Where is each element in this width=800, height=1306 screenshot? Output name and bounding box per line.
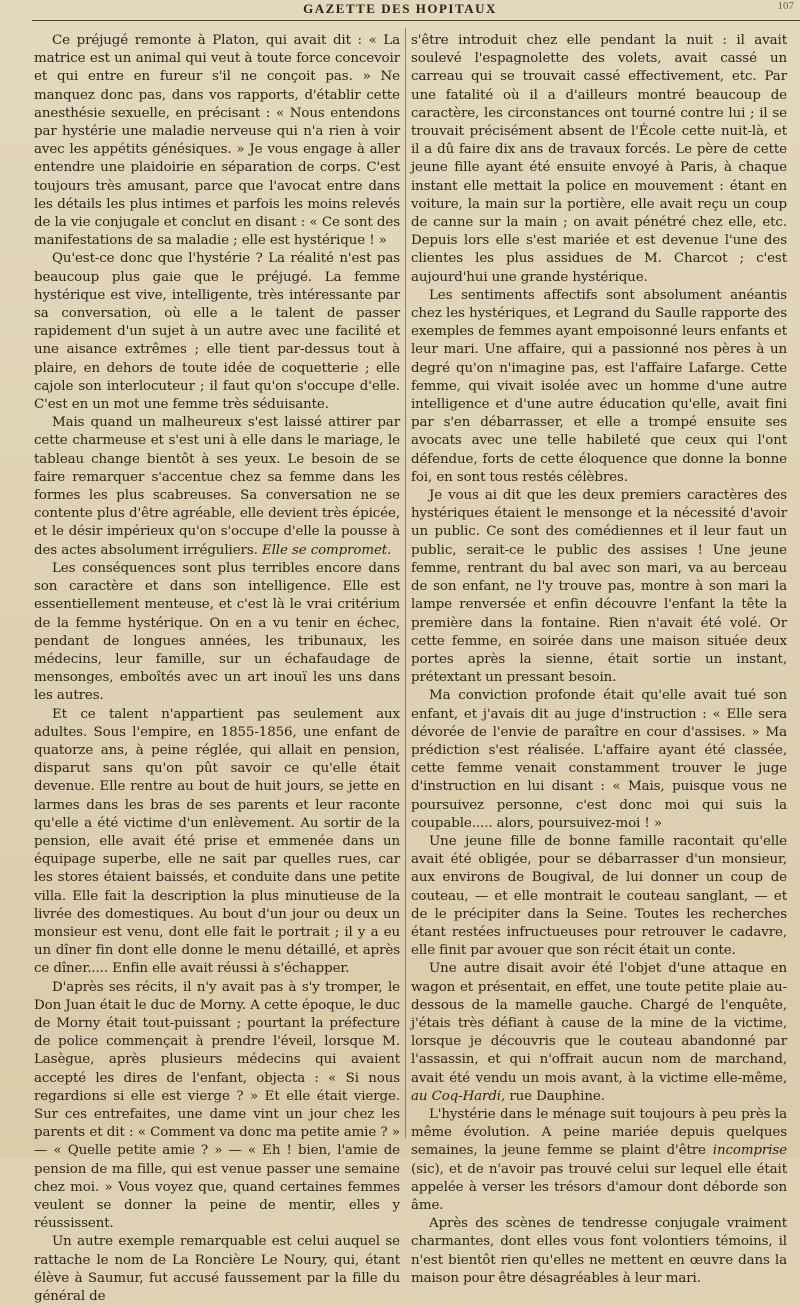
paragraph-text: Une autre disait avoir été l'objet d'une attaque en wagon et présentait, en effet, une toute petite plaie au-dessous de la mamelle gauche. Chargé de l'enquête, j'étais très défiant à cause de la mine de la victime, lorsque je découvris que le couteau abandonné par l'assassin, et qui n'offrait aucun nom de marchand, avait été vendu un mois avant, à la victime elle-même,: [411, 961, 787, 1086]
paragraph: [34, 250, 400, 414]
paragraph-text: Ce préjugé remonte à Platon, qui avait dit : « La matrice est un animal qui veut à toute force concevoir et qui entre en fureur s'il ne conçoit pas. » Ne manquez donc pas, dans vos rapports, d'établir cette anesthésie sexuelle, en précisant : « Nous entendons par hystérie une maladie nerveuse qui n'a rien à voir avec les appétits génésiques. » Je vous engage à aller entendre une plaidoirie en séparation de corps. C'est toujours très amusant, parce que l'avocat entre dans les détails les plus intimes et parfois les moins relevés de la vie conjugale et conclut en disant : « Ce sont des manifestations de sa maladie ; elle est hystérique ! »: [34, 33, 400, 249]
paragraph: [411, 960, 787, 1106]
italic-text: Elle se compromet.: [261, 542, 392, 558]
paragraph-text-end: rue Dauphine.: [509, 1088, 605, 1104]
column-divider: [405, 28, 406, 1138]
header-rule: [32, 20, 800, 21]
paragraph-text-end: (sic), et de n'avoir pas trouvé celui sur lequel elle était appelée à verser les trésors d'amour dont déborde son âme.: [411, 1161, 787, 1213]
page-header: [0, 0, 800, 20]
paragraph: [34, 32, 400, 250]
paragraph-text: D'après ses récits, il n'y avait pas à s'y tromper, le Don Juan était le duc de Morny. A cette époque, le duc de Morny était tout-puissant ; pourtant la préfecture de police commençait à prendre l'éveil, lorsque M. Lasègue, après plusieurs médecins qui avaient accepté les dires de l'enfant, objecta : « Si nous regardions si elle est vierge ? » Et elle était vierge. Sur ces entrefaites, une dame vint un jour chez les parents et dit : « Comment va donc ma petite amie ? » — « Quelle petite amie ? » — « Eh ! bien, l'amie de pension de ma fille, qui est venue passer une semaine chez moi. » Vous voyez que, quand certaines femmes veulent se donner la peine de mentir, elles y réussissent.: [34, 979, 400, 1232]
paragraph: [34, 1233, 400, 1306]
paragraph-text: s'être introduit chez elle pendant la nuit : il avait soulevé l'espagnolette des volets, avait cassé un carreau qui se trouvait cassé effectivement, etc. Par une fatalité où il a d'ailleurs montré beaucoup de caractère, les circonstances ont tourné contre lui ; il se trouvait précisément absent de l'École cette nuit-là, et il a dû faire dix ans de travaux forcés. Le père de cette jeune fille ayant été ensuite envoyé à Paris, à chaque instant elle mettait la police en mouvement : étant en voiture, la main sur la portière, elle avait reçu un coup de canne sur la main ; on avait pénétré chez elle, etc. Depuis lors elle s'est mariée et est devenue l'une des clientes les plus assidues de M. Charcot ; c'est aujourd'hui une grande hystérique.: [411, 33, 787, 285]
paragraph-text: Une jeune fille de bonne famille racontait qu'elle avait été obligée, pour se débarrasser d'un monsieur, aux environs de Bougival, de lui donner un coup de couteau, — et elle montrait le couteau sanglant, — et de le précipiter dans la Seine. Toutes les recherches étant restées infructueuses pour retrouver le cadavre, elle finit par avouer que son récit était un conte.: [411, 833, 787, 959]
right-column: [411, 32, 787, 1286]
paragraph: [34, 414, 400, 560]
left-column: [34, 32, 400, 1305]
paragraph: [411, 287, 787, 487]
page-number: 107: [777, 0, 794, 12]
paragraph-text: Et ce talent n'appartient pas seulement aux adultes. Sous l'empire, en 1855-1856, une enfant de quatorze ans, à peine réglée, qui allait en pension, disparut sans qu'on pût savoir ce qu'elle était devenue. Elle rentre au bout de huit jours, se jette en larmes dans les bras de ses parents et leur raconte qu'elle a été victime d'un enlèvement. Au sortir de la pension, elle avait été prise et emmenée dans un équipage superbe, elle ne sait par quelles rues, car les stores étaient baissés, et conduite dans une petite villa. Elle fait la description la plus minutieuse de la livrée des domestiques. Au bout d'un jour ou deux un monsieur est venu, dont elle fait le portrait ; il y a eu un dîner fin dont elle donne le menu détaillé, et après ce dîner..... Enfin elle avait réussi à s'échapper.: [34, 706, 400, 977]
paragraph-text: Ma conviction profonde était qu'elle avait tué son enfant, et j'avais dit au juge d'instruction : « Elle sera dévorée de l'envie de paraître en cour d'assises. » Ma prédiction s'est réalisée. L'affaire ayant été classée, cette femme venait constamment trouver le juge d'instruction en lui disant : « Mais, puisque vous ne poursuivez personne, c'est donc moi qui suis la coupable..... alors, poursuivez-moi ! »: [411, 688, 787, 831]
italic-text: au Coq-Hardi,: [411, 1088, 506, 1104]
paragraph: [411, 32, 787, 287]
paragraph: [411, 487, 787, 687]
paragraph-text: Un autre exemple remarquable est celui auquel se rattache le nom de La Roncière Le Noury, qui, étant élève à Saumur, fut accusé faussement par la fille du général de: [34, 1234, 400, 1305]
paragraph: [411, 687, 787, 833]
paragraph-text: Qu'est-ce donc que l'hystérie ? La réalité n'est pas beaucoup plus gaie que le préjugé. La femme hystérique est vive, intelligente, très intéressante par sa conversation, où elle a le talent de passer rapidement d'un sujet à un autre avec une facilité et une aisance extrêmes ; elle tient par-dessus tout à plaire, en dehors de toute idée de coquetterie ; elle cajole son interlocuteur ; il faut qu'on s'occupe d'elle. C'est en un mot une femme très séduisante.: [34, 251, 400, 413]
paragraph-text: Les sentiments affectifs sont absolument anéantis chez les hystériques, et Legrand du Saulle rapporte des exemples de femmes ayant empoisonné leurs enfants et leur mari. Une affaire, qui a passionné nos pères à un degré qu'on n'imagine pas, est l'affaire Lafarge. Cette femme, qui vivait isolée avec un homme d'une autre intelligence et d'une autre éducation qu'elle, avait fini par s'en débarrasser, et elle a trompé ensuite ses avocats avec une telle habileté que ceux qui l'ont défendue, forts de cette éloquence que donne la bonne foi, en sont tous restés célèbres.: [411, 287, 787, 485]
paragraph-text: Mais quand un malheureux s'est laissé attirer par cette charmeuse et s'est uni à elle dans le mariage, le tableau change bientôt à ses yeux. Le besoin de se faire remarquer s'accentue chez sa femme dans les formes les plus scabreuses. Sa conversation ne se contente plus d'être agréable, elle devient très épicée, et le désir impérieux qu'on s'occupe d'elle la pousse à des actes absolument irréguliers.: [34, 415, 400, 558]
paragraph: [411, 1106, 787, 1215]
paragraph: [34, 979, 400, 1234]
paragraph: [34, 560, 400, 706]
paragraph-text: Après des scènes de tendresse conjugale vraiment charmantes, dont elles vous font volontiers témoins, il n'est bientôt rien qu'elles ne mettent en œuvre dans la maison pour être désagréables à leur mari.: [411, 1216, 787, 1286]
paragraph: [34, 706, 400, 979]
paragraph-text: Les conséquences sont plus terribles encore dans son caractère et dans son intelligence. Elle est essentiellement menteuse, et c'est là le vrai critérium de la femme hystérique. On en a vu tenir en échec, pendant de longues années, les tribunaux, les médecins, leur famille, sur un échafaudage de mensonges, emboîtés avec un art inouï les uns dans les autres.: [34, 560, 400, 704]
paragraph: [411, 1215, 787, 1288]
paragraph: [411, 833, 787, 960]
newspaper-title: GAZETTE DES HOPITAUX: [303, 1, 497, 16]
italic-text: incomprise: [712, 1143, 787, 1159]
paragraph-text: Je vous ai dit que les deux premiers caractères des hystériques étaient le mensonge et la nécessité d'avoir un public. Ce sont des comédiennes et il leur faut un public, serait-ce le public des assises ! Une jeune femme, rentrant du bal avec son mari, va au berceau de son enfant, ne l'y trouve pas, montre à son mari la lampe renversée et enfin découvre l'enfant la tête la première dans la fontaine. Rien n'avait été volé. Or cette femme, en soirée dans une maison située deux portes après la sienne, était sortie un instant, prétextant un pressant besoin.: [411, 488, 787, 686]
paragraph-text: L'hystérie dans le ménage suit toujours à peu près la même évolution. A peine mariée depuis quelques semaines, la jeune femme se plaint d'être: [411, 1106, 787, 1159]
